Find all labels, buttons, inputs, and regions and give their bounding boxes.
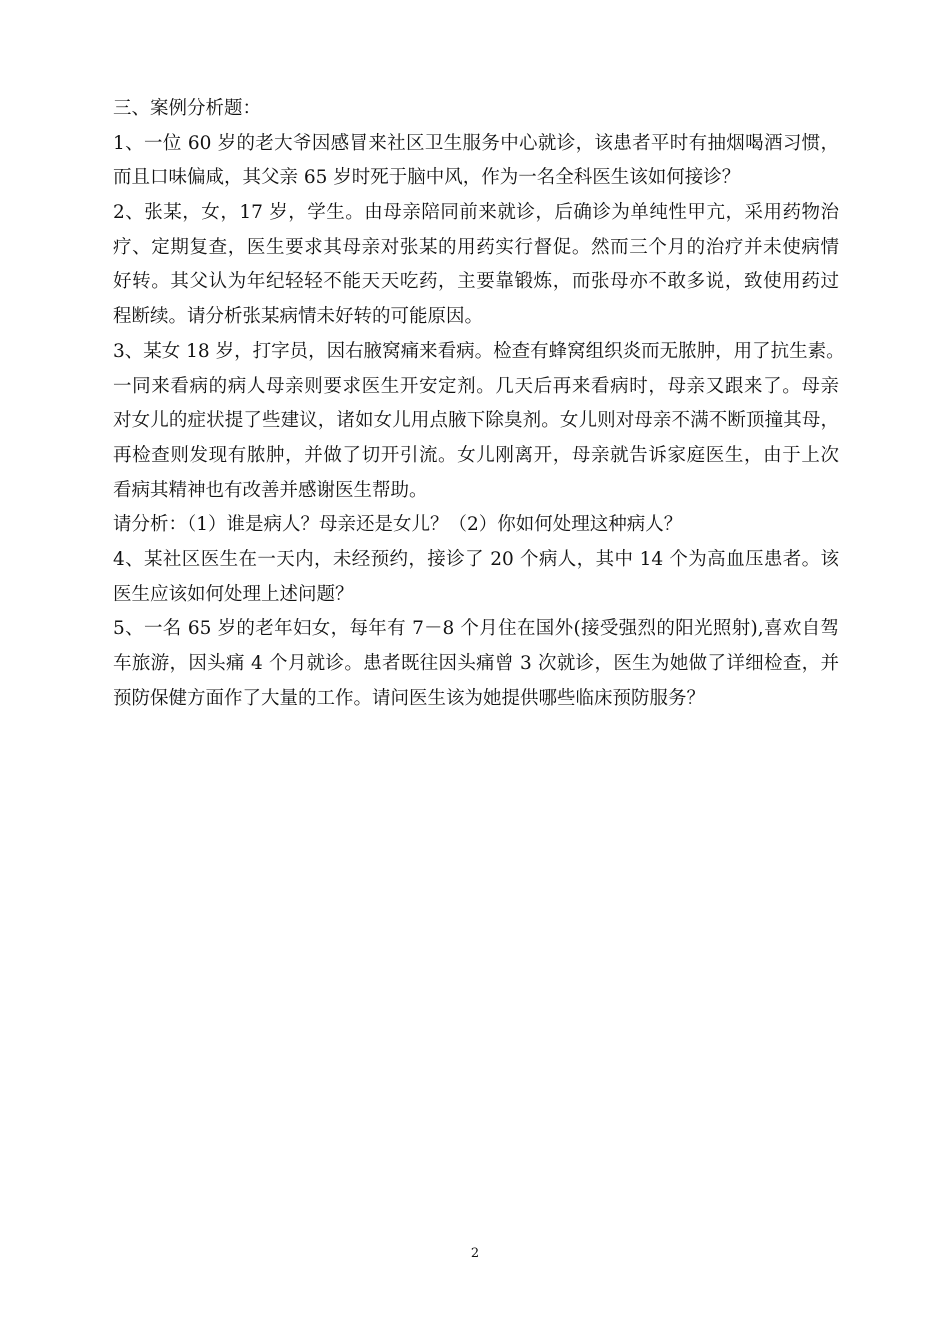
case-3-line-5: 看病其精神也有改善并感谢医生帮助。: [113, 479, 428, 501]
case-3-line-4: 再检查则发现有脓肿，并做了切开引流。女儿刚离开，母亲就告诉家庭医生，由于上次: [113, 444, 839, 466]
case-3-question: 请分析：（1）谁是病人？母亲还是女儿？（2）你如何处理这种病人？: [113, 514, 683, 536]
case-2-line-1: 2、张某，女，17 岁，学生。由母亲陪同前来就诊，后确诊为单纯性甲亢，采用药物治: [113, 202, 839, 224]
case-4: [113, 543, 839, 612]
section-title: 三、案例分析题：: [113, 98, 262, 119]
case-3-line-3: 对女儿的症状提了些建议，诸如女儿用点腋下除臭剂。女儿则对母亲不满不断顶撞其母，: [113, 410, 839, 432]
case-4-line-2: 医生应该如何处理上述问题？: [113, 583, 354, 605]
case-2-line-4: 程断续。请分析张某病情未好转的可能原因。: [113, 306, 484, 328]
case-3-line-2: 一同来看病的病人母亲则要求医生开安定剂。几天后再来看病时，母亲又跟来了。母亲: [113, 375, 839, 397]
case-5-line-3: 预防保健方面作了大量的工作。请问医生该为她提供哪些临床预防服务？: [113, 687, 706, 709]
case-3-line-1: 3、某女 18 岁，打字员，因右腋窝痛来看病。检查有蜂窝组织炎而无脓肿，用了抗生素。: [113, 340, 845, 362]
case-1-line-1: 1、一位 60 岁的老大爷因感冒来社区卫生服务中心就诊，该患者平时有抽烟喝酒习惯，: [113, 132, 839, 154]
page-number: 2: [470, 1246, 480, 1261]
case-5-line-2: 车旅游，因头痛 4 个月就诊。患者既往因头痛曾 3 次就诊，医生为她做了详细检查，并: [113, 653, 839, 674]
case-1: [113, 127, 839, 196]
case-1-line-2: 而且口味偏咸，其父亲 65 岁时死于脑中风，作为一名全科医生该如何接诊？: [113, 167, 741, 189]
case-2-line-2: 疗、定期复查，医生要求其母亲对张某的用药实行督促。然而三个月的治疗并未使病情: [113, 236, 839, 258]
case-5: [113, 612, 839, 716]
case-4-line-1: 4、某社区医生在一天内，未经预约，接诊了 20 个病人，其中 14 个为高血压患者。该: [113, 548, 839, 570]
case-5-line-1: 5、一名 65 岁的老年妇女，每年有 7－8 个月住在国外(接受强烈的阳光照射),喜欢自驾: [113, 618, 839, 640]
case-2: [113, 196, 839, 335]
case-2-line-3: 好转。其父认为年纪轻轻不能天天吃药，主要靠锻炼，而张母亦不敢多说，致使用药过: [113, 271, 839, 293]
case-3: [113, 335, 845, 543]
document-body: [113, 92, 845, 716]
